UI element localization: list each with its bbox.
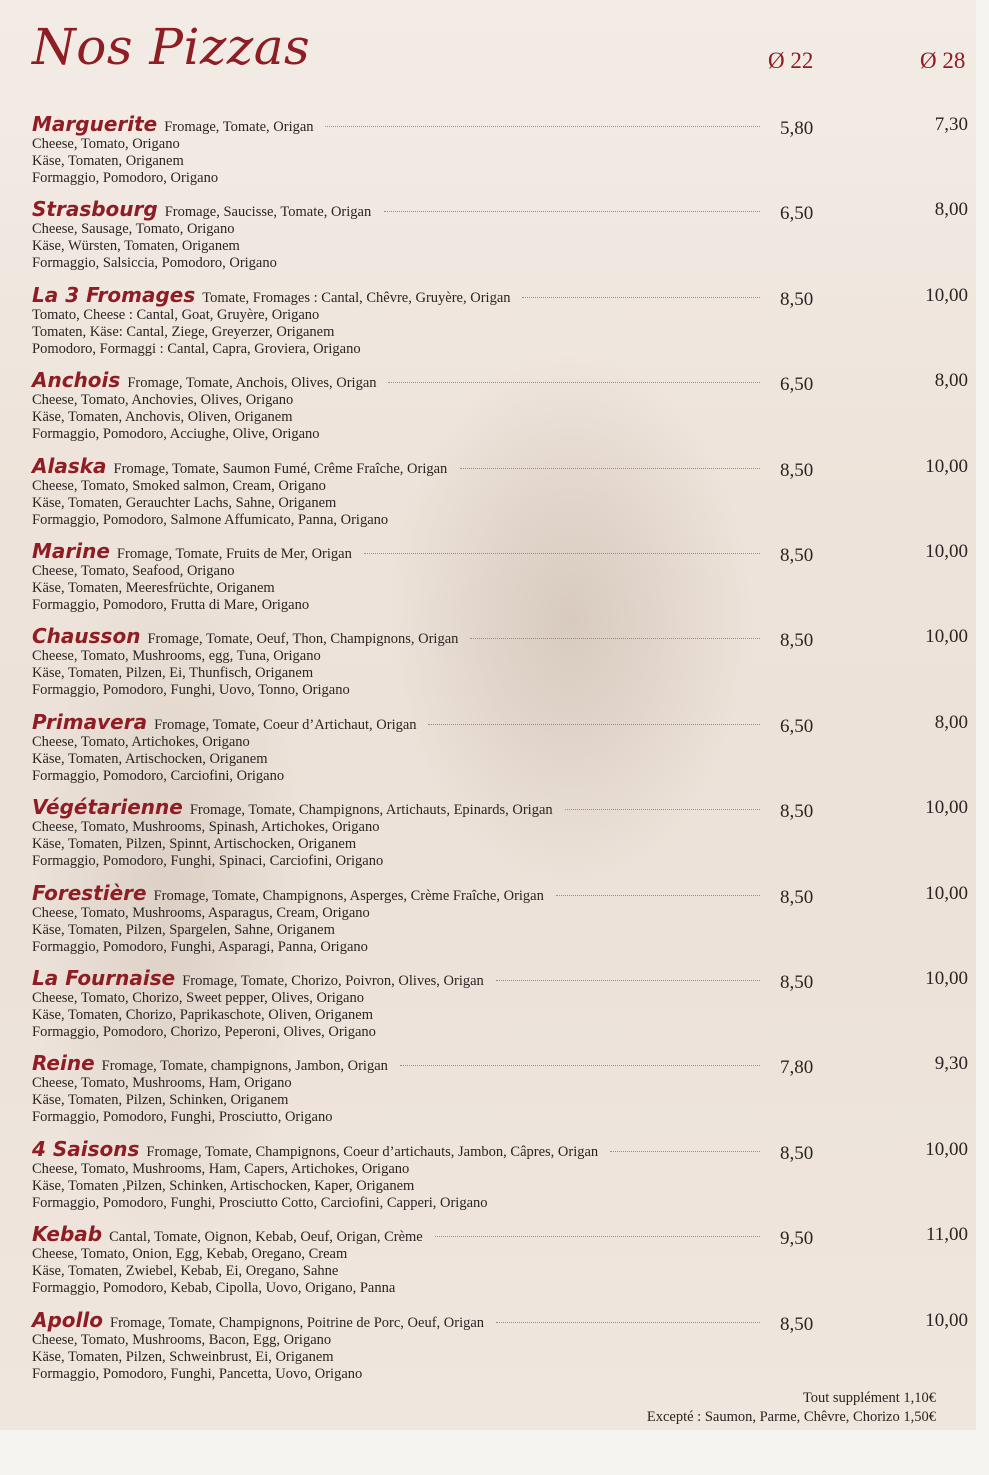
ingredients-de: Käse, Tomaten, Pilzen, Schweinbrust, Ei, Origanem <box>32 1349 334 1365</box>
ingredients-en: Cheese, Tomato, Seafood, Origano <box>32 563 235 579</box>
ingredients-fr: Cantal, Tomate, Oignon, Kebab, Oeuf, Origan, Crème <box>109 1229 423 1245</box>
ingredients-fr: Fromage, Tomate, Coeur d’Artichaut, Origan <box>154 717 417 733</box>
price-22: 8,50 <box>780 801 814 822</box>
ingredients-it: Formaggio, Pomodoro, Funghi, Prosciutto, Origano <box>32 1109 333 1125</box>
ingredients-en: Cheese, Tomato, Mushrooms, Spinash, Artichokes, Origano <box>32 819 380 835</box>
dot-leader <box>460 468 760 469</box>
pizza-header-line <box>32 368 972 395</box>
price-28: 10,00 <box>925 883 968 904</box>
pizza-header-line <box>32 966 972 993</box>
ingredients-fr: Fromage, Tomate, Oeuf, Thon, Champignons, Origan <box>147 631 459 647</box>
pizza-header-line <box>32 881 972 908</box>
ingredients-fr: Fromage, Tomate, Fruits de Mer, Origan <box>116 546 352 562</box>
pizza-item <box>32 710 972 785</box>
price-28: 10,00 <box>925 1139 968 1160</box>
pizza-name: 4 Saisons <box>32 1137 140 1161</box>
ingredients-it: Formaggio, Pomodoro, Kebab, Cipolla, Uovo, Origano, Panna <box>32 1280 396 1296</box>
ingredients-fr: Fromage, Tomate, Champignons, Artichauts, Epinards, Origan <box>189 802 553 818</box>
pizza-header-line <box>32 454 972 481</box>
pizza-name: Apollo <box>32 1308 103 1332</box>
price-28: 11,00 <box>925 1224 968 1245</box>
ingredients-it: Formaggio, Pomodoro, Frutta di Mare, Origano <box>32 597 310 613</box>
pizza-header-line <box>32 539 972 566</box>
ingredients-en: Cheese, Tomato, Origano <box>32 136 180 152</box>
pizza-name: Marguerite <box>32 112 158 136</box>
ingredients-de: Käse, Tomaten, Chorizo, Paprikaschote, Oliven, Origanem <box>32 1007 373 1023</box>
pizza-name: La 3 Fromages <box>32 283 196 307</box>
price-28: 8,00 <box>934 199 968 220</box>
ingredients-en: Cheese, Tomato, Smoked salmon, Cream, Origano <box>32 478 326 494</box>
pizza-item <box>32 454 972 529</box>
pizza-item <box>32 368 972 443</box>
ingredients-fr: Fromage, Tomate, Champignons, Asperges, Crème Fraîche, Origan <box>153 888 544 904</box>
ingredients-de: Käse, Tomaten ,Pilzen, Schinken, Artischocken, Kaper, Origanem <box>32 1178 415 1194</box>
page-title: Nos Pizzas <box>32 18 311 76</box>
ingredients-it: Formaggio, Pomodoro, Origano <box>32 170 219 186</box>
ingredients-en: Cheese, Tomato, Chorizo, Sweet pepper, Olives, Origano <box>32 990 364 1006</box>
ingredients-it: Formaggio, Pomodoro, Funghi, Asparagi, Panna, Origano <box>32 939 368 955</box>
pizza-name: Kebab <box>32 1222 103 1246</box>
ingredients-en: Cheese, Tomato, Mushrooms, Asparagus, Cream, Origano <box>32 905 370 921</box>
ingredients-it: Formaggio, Pomodoro, Funghi, Uovo, Tonno, Origano <box>32 682 350 698</box>
price-22: 8,50 <box>780 1143 814 1164</box>
pizza-item <box>32 112 972 187</box>
price-28: 10,00 <box>925 797 968 818</box>
price-22: 7,80 <box>780 1057 814 1078</box>
pizza-name: La Fournaise <box>32 966 176 990</box>
pizza-header-line <box>32 197 972 224</box>
price-28: 10,00 <box>925 1310 968 1331</box>
dot-leader <box>435 1236 760 1237</box>
price-22: 6,50 <box>780 203 814 224</box>
ingredients-it: Formaggio, Salsiccia, Pomodoro, Origano <box>32 255 277 271</box>
pizza-name: Anchois <box>32 368 121 392</box>
price-28: 8,00 <box>934 370 968 391</box>
pizza-header-line <box>32 283 972 310</box>
pizza-item <box>32 966 972 1041</box>
pizza-header-line <box>32 1137 972 1164</box>
pizza-item <box>32 624 972 699</box>
price-28: 9,30 <box>934 1053 968 1074</box>
ingredients-it: Formaggio, Pomodoro, Carciofini, Origano <box>32 768 285 784</box>
pizza-item <box>32 881 972 956</box>
price-22: 6,50 <box>780 374 814 395</box>
price-22: 6,50 <box>780 716 814 737</box>
dot-leader <box>610 1151 760 1152</box>
pizza-name: Strasbourg <box>32 197 158 221</box>
ingredients-de: Käse, Tomaten, Pilzen, Spinnt, Artischocken, Origanem <box>32 836 357 852</box>
ingredients-fr: Fromage, Tomate, Anchois, Olives, Origan <box>127 375 377 391</box>
ingredients-en: Cheese, Tomato, Anchovies, Olives, Origano <box>32 392 294 408</box>
pizza-name: Végétarienne <box>32 795 183 819</box>
ingredients-de: Käse, Tomaten, Pilzen, Spargelen, Sahne, Origanem <box>32 922 335 938</box>
pizza-item <box>32 197 972 272</box>
ingredients-en: Cheese, Tomato, Mushrooms, egg, Tuna, Origano <box>32 648 321 664</box>
pizza-item <box>32 795 972 870</box>
dot-leader <box>400 1065 760 1066</box>
dot-leader <box>496 980 760 981</box>
ingredients-fr: Fromage, Tomate, Champignons, Poitrine de Porc, Oeuf, Origan <box>110 1315 485 1331</box>
ingredients-de: Tomaten, Käse: Cantal, Ziege, Greyerzer, Origanem <box>32 324 335 340</box>
ingredients-en: Tomato, Cheese : Cantal, Goat, Gruyère, Origano <box>32 307 320 323</box>
pizza-item <box>32 1308 972 1383</box>
ingredients-it: Formaggio, Pomodoro, Funghi, Pancetta, Uovo, Origano <box>32 1366 363 1382</box>
ingredients-de: Käse, Tomaten, Gerauchter Lachs, Sahne, Origanem <box>32 495 337 511</box>
ingredients-it: Formaggio, Pomodoro, Funghi, Prosciutto Cotto, Carciofini, Capperi, Origano <box>32 1195 488 1211</box>
price-28: 8,00 <box>934 712 968 733</box>
ingredients-fr: Fromage, Tomate, Saumon Fumé, Crême Fraîche, Origan <box>113 461 448 477</box>
dot-leader <box>522 297 760 298</box>
ingredients-de: Käse, Tomaten, Zwiebel, Kebab, Ei, Oregano, Sahne <box>32 1263 339 1279</box>
dot-leader <box>364 553 760 554</box>
ingredients-de: Käse, Tomaten, Artischocken, Origanem <box>32 751 268 767</box>
pizza-name: Forestière <box>32 881 147 905</box>
pizza-header-line <box>32 1051 972 1078</box>
price-28: 10,00 <box>925 968 968 989</box>
pizza-name: Marine <box>32 539 110 563</box>
ingredients-it: Formaggio, Pomodoro, Acciughe, Olive, Origano <box>32 426 320 442</box>
ingredients-de: Käse, Tomaten, Origanem <box>32 153 184 169</box>
pizza-item <box>32 1051 972 1126</box>
pizza-name: Reine <box>32 1051 95 1075</box>
ingredients-de: Käse, Tomaten, Meeresfrüchte, Origanem <box>32 580 275 596</box>
pizza-header-line <box>32 1222 972 1249</box>
price-22: 8,50 <box>780 1314 814 1335</box>
dot-leader <box>470 638 760 639</box>
price-28: 10,00 <box>925 285 968 306</box>
ingredients-en: Cheese, Tomato, Mushrooms, Bacon, Egg, Origano <box>32 1332 332 1348</box>
ingredients-en: Cheese, Tomato, Onion, Egg, Kebab, Oregano, Cream <box>32 1246 348 1262</box>
supplement-note: Tout supplément 1,10€ <box>802 1390 936 1406</box>
ingredients-fr: Fromage, Tomate, Champignons, Coeur d’artichauts, Jambon, Câpres, Origan <box>146 1144 599 1160</box>
ingredients-fr: Fromage, Tomate, champignons, Jambon, Origan <box>101 1058 388 1074</box>
pizza-header-line <box>32 710 972 737</box>
ingredients-fr: Fromage, Saucisse, Tomate, Origan <box>164 204 372 220</box>
size-28-header: Ø 28 <box>920 48 966 73</box>
ingredients-fr: Tomate, Fromages : Cantal, Chêvre, Gruyère, Origan <box>202 290 511 306</box>
price-22: 8,50 <box>780 887 814 908</box>
pizza-item <box>32 283 972 358</box>
price-22: 8,50 <box>780 460 814 481</box>
ingredients-de: Käse, Würsten, Tomaten, Origanem <box>32 238 240 254</box>
pizza-item <box>32 1137 972 1212</box>
dot-leader <box>565 809 760 810</box>
dot-leader <box>388 382 760 383</box>
dot-leader <box>556 895 760 896</box>
ingredients-en: Cheese, Tomato, Mushrooms, Ham, Origano <box>32 1075 292 1091</box>
ingredients-en: Cheese, Sausage, Tomato, Origano <box>32 221 235 237</box>
price-28: 10,00 <box>925 456 968 477</box>
dot-leader <box>384 211 760 212</box>
ingredients-it: Formaggio, Pomodoro, Funghi, Spinaci, Carciofini, Origano <box>32 853 384 869</box>
price-28: 10,00 <box>925 541 968 562</box>
pizza-header-line <box>32 112 972 139</box>
pizza-name: Primavera <box>32 710 148 734</box>
price-22: 5,80 <box>780 118 814 139</box>
pizza-header-line <box>32 624 972 651</box>
size-22-header: Ø 22 <box>768 48 814 73</box>
ingredients-de: Käse, Tomaten, Anchovis, Oliven, Origanem <box>32 409 293 425</box>
price-22: 9,50 <box>780 1228 814 1249</box>
ingredients-en: Cheese, Tomato, Artichokes, Origano <box>32 734 250 750</box>
pizza-name: Chausson <box>32 624 141 648</box>
pizza-header-line <box>32 1308 972 1335</box>
price-28: 7,30 <box>934 114 968 135</box>
price-22: 8,50 <box>780 289 814 310</box>
ingredients-de: Käse, Tomaten, Pilzen, Ei, Thunfisch, Origanem <box>32 665 314 681</box>
price-22: 8,50 <box>780 972 814 993</box>
dot-leader <box>325 126 760 127</box>
dot-leader <box>428 724 760 725</box>
ingredients-it: Pomodoro, Formaggi : Cantal, Capra, Groviera, Origano <box>32 341 361 357</box>
ingredients-fr: Fromage, Tomate, Origan <box>164 119 314 135</box>
price-22: 8,50 <box>780 630 814 651</box>
ingredients-de: Käse, Tomaten, Pilzen, Schinken, Origanem <box>32 1092 289 1108</box>
ingredients-fr: Fromage, Tomate, Chorizo, Poivron, Olives, Origan <box>182 973 484 989</box>
pizza-name: Alaska <box>32 454 107 478</box>
ingredients-it: Formaggio, Pomodoro, Salmone Affumicato, Panna, Origano <box>32 512 389 528</box>
ingredients-en: Cheese, Tomato, Mushrooms, Ham, Capers, Artichokes, Origano <box>32 1161 410 1177</box>
pizza-item <box>32 1222 972 1297</box>
pizza-header-line <box>32 795 972 822</box>
pizza-item <box>32 539 972 614</box>
exception-note: Excepté : Saumon, Parme, Chêvre, Chorizo 1,50€ <box>646 1409 936 1425</box>
price-28: 10,00 <box>925 626 968 647</box>
dot-leader <box>496 1322 760 1323</box>
ingredients-it: Formaggio, Pomodoro, Chorizo, Peperoni, Olives, Origano <box>32 1024 376 1040</box>
price-22: 8,50 <box>780 545 814 566</box>
